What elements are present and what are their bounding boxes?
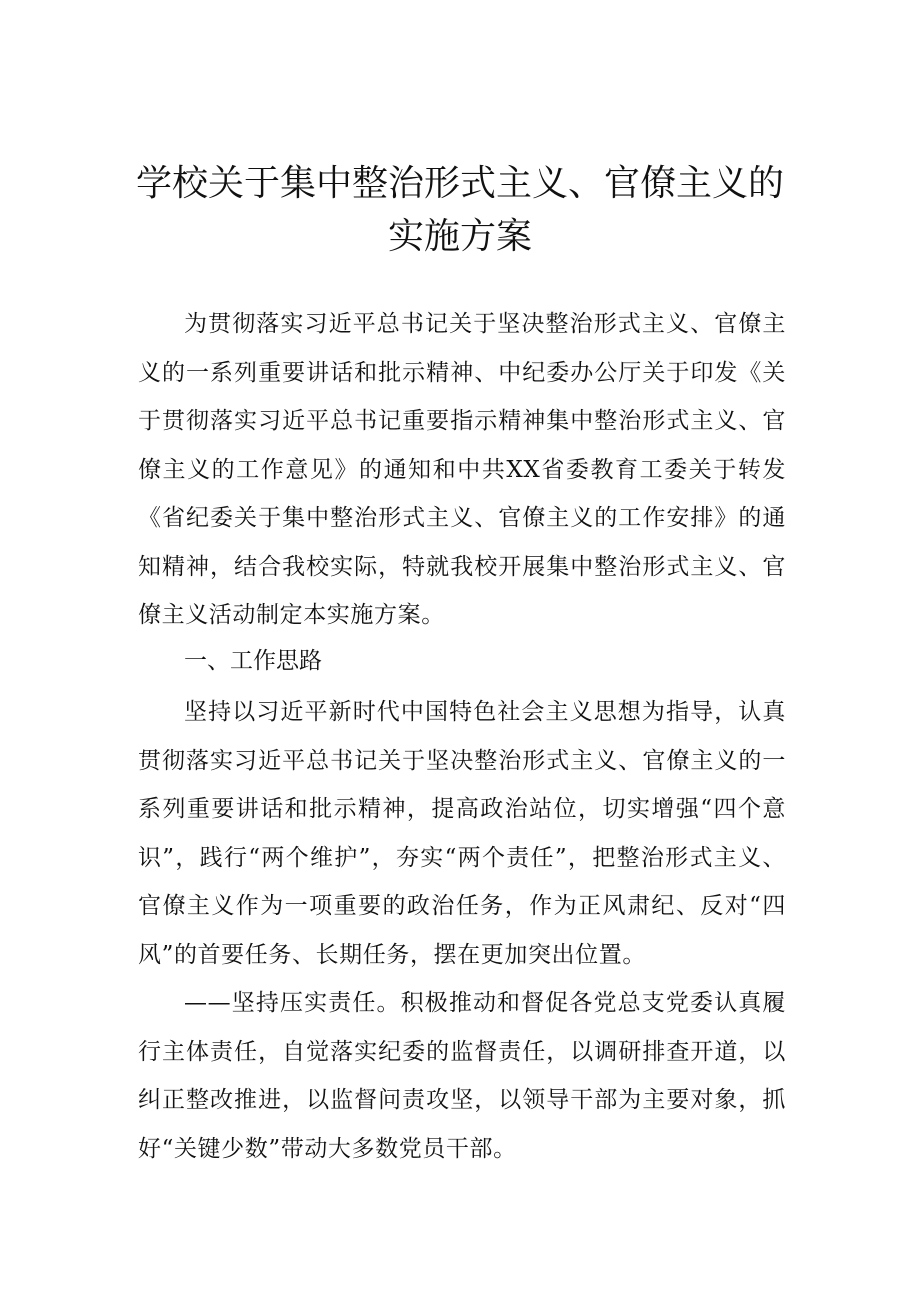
- document-title-line-2: 实施方案: [387, 216, 532, 257]
- section-paragraph-guiding-thought: 坚持以习近平新时代中国特色社会主义思想为指导，认真贯彻落实习近平总书记关于坚决整治形式主义、官僚主义的一系列重要讲话和批示精神，提高政治站位，切实增强“四个意识”，践行“两个维护”，夯实“两个责任”，把整治形式主义、官僚主义作为一项重要的政治任务，作为正风肃纪、反对“四风”的首要任务、长期任务，摆在更加突出位置。: [138, 699, 786, 968]
- section-paragraph-responsibility: ——坚持压实责任。积极推动和督促各党总支党委认真履行主体责任，自觉落实纪委的监督责任，以调研排查开道，以纠正整改推进，以监督问责攻坚，以领导干部为主要对象，抓好“关键少数”带动大多数党员干部。: [138, 990, 786, 1162]
- section-heading-work-approach: 一、工作思路: [184, 648, 322, 674]
- intro-paragraph: 为贯彻落实习近平总书记关于坚决整治形式主义、官僚主义的一系列重要讲话和批示精神、中纪委办公厅关于印发《关于贯彻落实习近平总书记重要指示精神集中整治形式主义、官僚主义的工作意见》的通知和中共XX省委教育工委关于转发《省纪委关于集中整治形式主义、官僚主义的工作安排》的通知精神，结合我校实际，特就我校开展集中整治形式主义、官僚主义活动制定本实施方案。: [138, 311, 786, 628]
- document-title-line-1: 学校关于集中整治形式主义、官僚主义的: [135, 163, 784, 204]
